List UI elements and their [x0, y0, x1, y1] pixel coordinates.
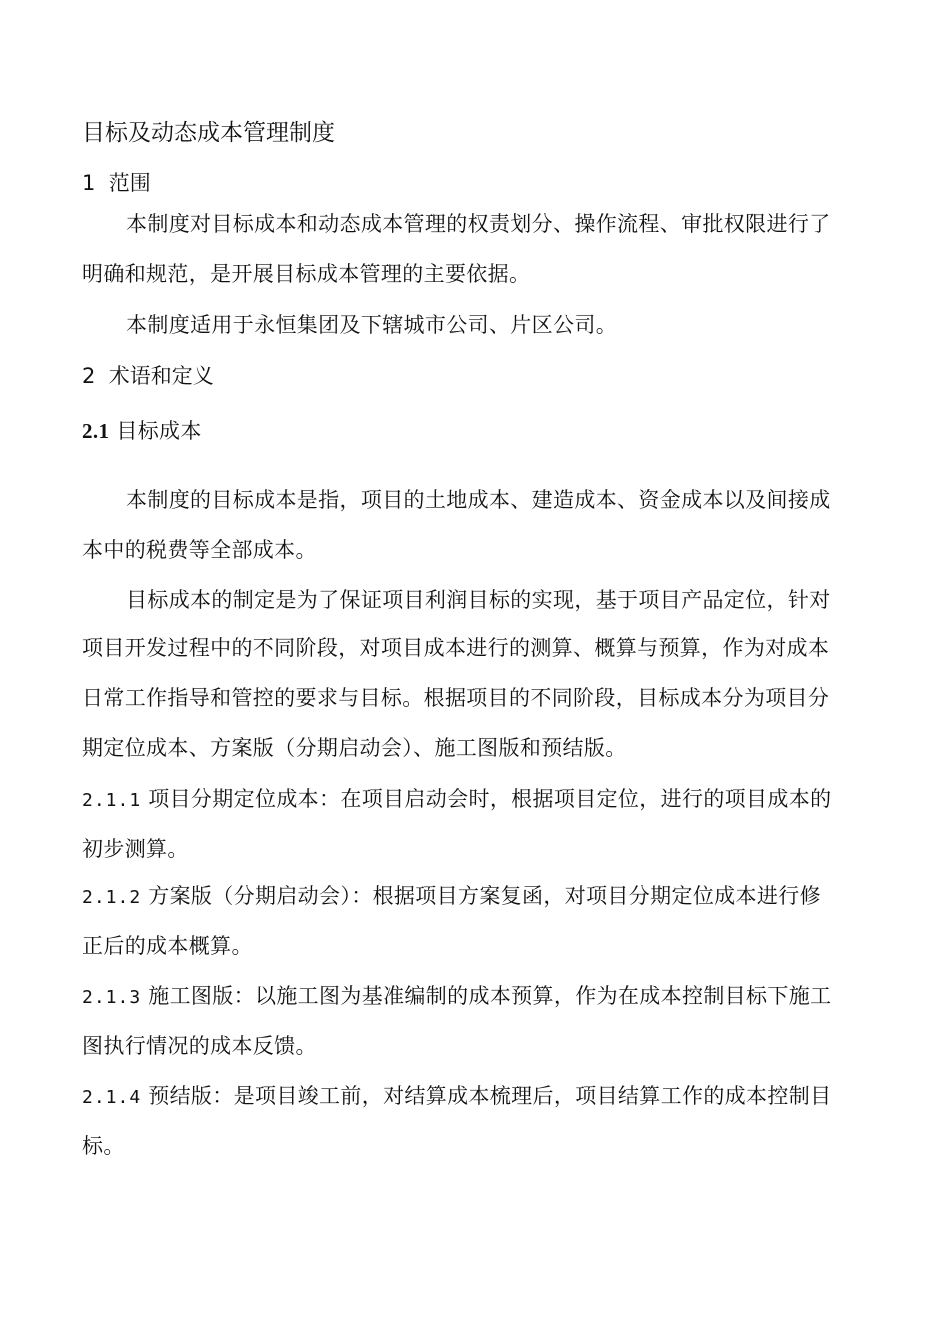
subsection-2-1-paragraph-2-line-4: 期定位成本、方案版（分期启动会）、施工图版和预结版。: [82, 736, 627, 760]
section-2-number: 2: [82, 364, 96, 388]
item-2-1-4-text: 预结版：是项目竣工前，对结算成本梳理后，项目结算工作的成本控制目: [148, 1084, 832, 1108]
item-2-1-1-line-2: 初步测算。: [82, 837, 189, 861]
item-2-1-1-number: 2.1.1: [82, 790, 142, 811]
subsection-2-1-number: 2.1: [82, 419, 110, 443]
item-2-1-2-number: 2.1.2: [82, 887, 142, 908]
item-2-1-4-line-2: 标。: [82, 1134, 125, 1158]
section-1-paragraph-1-line-1: 本制度对目标成本和动态成本管理的权责划分、操作流程、审批权限进行了: [126, 212, 831, 236]
subsection-2-1-title: 目标成本: [116, 419, 202, 443]
subsection-2-1-paragraph-1-line-2: 本中的税费等全部成本。: [82, 538, 317, 562]
item-2-1-3-line-2: 图执行情况的成本反馈。: [82, 1034, 317, 1058]
section-1-paragraph-1-line-2: 明确和规范，是开展目标成本管理的主要依据。: [82, 262, 531, 286]
section-1-paragraph-2-line-1: 本制度适用于永恒集团及下辖城市公司、片区公司。: [126, 313, 618, 337]
section-2-title: 术语和定义: [108, 364, 214, 388]
item-2-1-4-line-1: [82, 1086, 831, 1107]
section-2-heading: [82, 366, 214, 387]
item-2-1-4-number: 2.1.4: [82, 1087, 142, 1108]
subsection-2-1-paragraph-1-line-1: 本制度的目标成本是指，项目的土地成本、建造成本、资金成本以及间接成: [126, 488, 831, 512]
item-2-1-3-number: 2.1.3: [82, 987, 142, 1008]
section-1-heading: [82, 173, 151, 194]
section-1-number: 1: [82, 171, 96, 195]
subsection-2-1-paragraph-2-line-3: 日常工作指导和管控的要求与目标。根据项目的不同阶段，目标成本分为项目分: [82, 686, 830, 710]
section-1-title: 范围: [108, 171, 151, 195]
subsection-2-1-paragraph-2-line-1: 目标成本的制定是为了保证项目利润目标的实现，基于项目产品定位，针对: [126, 588, 831, 612]
subsection-2-1-heading: [82, 421, 202, 442]
item-2-1-2-line-1: [82, 886, 821, 907]
item-2-1-2-line-2: 正后的成本概算。: [82, 934, 253, 958]
document-title: 目标及动态成本管理制度: [82, 120, 335, 146]
item-2-1-1-text: 项目分期定位成本：在项目启动会时，根据项目定位，进行的项目成本的: [148, 787, 832, 811]
item-2-1-3-line-1: [82, 986, 831, 1007]
item-2-1-3-text: 施工图版：以施工图为基准编制的成本预算，作为在成本控制目标下施工: [148, 984, 832, 1008]
subsection-2-1-paragraph-2-line-2: 项目开发过程中的不同阶段，对项目成本进行的测算、概算与预算，作为对成本: [82, 636, 830, 660]
item-2-1-1-line-1: [82, 789, 831, 810]
item-2-1-2-text: 方案版（分期启动会）：根据项目方案复函，对项目分期定位成本进行修: [148, 884, 821, 908]
